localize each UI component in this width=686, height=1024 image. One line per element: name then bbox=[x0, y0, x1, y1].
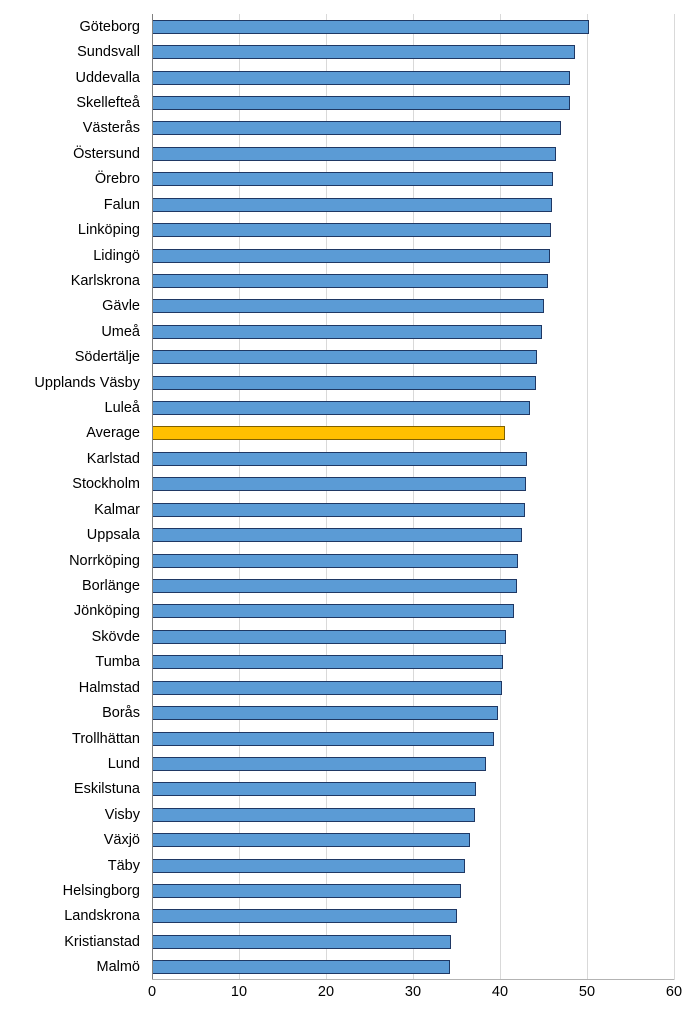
x-tick-label: 10 bbox=[230, 984, 248, 1000]
bar bbox=[152, 782, 476, 796]
bar bbox=[152, 579, 517, 593]
y-axis-line bbox=[152, 14, 153, 980]
x-tick-label: 0 bbox=[147, 984, 157, 1000]
bar bbox=[152, 503, 525, 517]
bar bbox=[152, 859, 465, 873]
bar bbox=[152, 350, 537, 364]
bar-row bbox=[152, 65, 674, 90]
category-label: Uppsala bbox=[86, 527, 140, 544]
x-axis-line bbox=[152, 979, 674, 980]
category-label: Average bbox=[86, 425, 140, 442]
bar-row bbox=[152, 777, 674, 802]
category-label: Luleå bbox=[104, 400, 140, 417]
bar-row bbox=[152, 548, 674, 573]
category-label: Linköping bbox=[77, 222, 140, 239]
x-tick-label: 50 bbox=[578, 984, 596, 1000]
category-label: Kristianstad bbox=[64, 933, 140, 950]
bar-row bbox=[152, 828, 674, 853]
bar-row bbox=[152, 268, 674, 293]
bar bbox=[152, 299, 544, 313]
bar-row bbox=[152, 421, 674, 446]
category-label: Borlänge bbox=[81, 577, 140, 594]
category-label: Östersund bbox=[73, 145, 140, 162]
bar bbox=[152, 960, 450, 974]
category-label: Borås bbox=[102, 705, 140, 722]
bar bbox=[152, 172, 553, 186]
category-label: Tumba bbox=[95, 654, 140, 671]
bar-row bbox=[152, 116, 674, 141]
category-label: Södertälje bbox=[74, 349, 140, 366]
bar bbox=[152, 706, 498, 720]
bar bbox=[152, 554, 518, 568]
category-label: Skövde bbox=[91, 628, 140, 645]
category-label: Uddevalla bbox=[75, 69, 140, 86]
category-label: Kalmar bbox=[94, 501, 140, 518]
bar bbox=[152, 249, 550, 263]
bar bbox=[152, 223, 551, 237]
bar bbox=[152, 325, 542, 339]
gridline bbox=[674, 14, 675, 980]
bar-row bbox=[152, 39, 674, 64]
category-label: Eskilstuna bbox=[73, 781, 140, 798]
bar bbox=[152, 20, 589, 34]
category-label: Visby bbox=[104, 806, 140, 823]
category-label: Karlskrona bbox=[70, 272, 140, 289]
category-label: Helsingborg bbox=[62, 883, 140, 900]
category-label: Malmö bbox=[96, 959, 140, 976]
bar-row bbox=[152, 624, 674, 649]
bar bbox=[152, 401, 530, 415]
category-label: Stockholm bbox=[72, 476, 140, 493]
bar bbox=[152, 681, 502, 695]
bar-row bbox=[152, 650, 674, 675]
bar bbox=[152, 198, 552, 212]
bar-row bbox=[152, 802, 674, 827]
category-label: Norrköping bbox=[69, 552, 140, 569]
bar-row bbox=[152, 522, 674, 547]
bar bbox=[152, 45, 575, 59]
bar-row bbox=[152, 726, 674, 751]
category-label: Landskrona bbox=[64, 908, 140, 925]
bar bbox=[152, 808, 475, 822]
bar-row bbox=[152, 243, 674, 268]
bar bbox=[152, 477, 526, 491]
value-axis-labels bbox=[147, 984, 683, 1008]
bar-row bbox=[152, 853, 674, 878]
bar-row bbox=[152, 878, 674, 903]
category-label: Västerås bbox=[82, 120, 140, 137]
bar-row bbox=[152, 599, 674, 624]
bar bbox=[152, 833, 470, 847]
bar-row bbox=[152, 904, 674, 929]
bar-row bbox=[152, 294, 674, 319]
bar-row bbox=[152, 90, 674, 115]
bar-row bbox=[152, 573, 674, 598]
bar bbox=[152, 884, 461, 898]
category-label: Trollhättan bbox=[72, 730, 140, 747]
category-label: Gävle bbox=[102, 298, 140, 315]
category-label: Växjö bbox=[103, 832, 140, 849]
bars-container bbox=[152, 14, 674, 980]
bar-row bbox=[152, 751, 674, 776]
category-label: Jönköping bbox=[73, 603, 140, 620]
bar bbox=[152, 96, 570, 110]
category-label: Göteborg bbox=[79, 18, 140, 35]
x-tick-label: 30 bbox=[404, 984, 422, 1000]
bar-row bbox=[152, 167, 674, 192]
bar-row bbox=[152, 929, 674, 954]
bar-row bbox=[152, 955, 674, 980]
plot-area bbox=[152, 14, 674, 980]
category-label: Umeå bbox=[101, 323, 140, 340]
category-label: Halmstad bbox=[78, 679, 140, 696]
bar bbox=[152, 121, 561, 135]
bar-row bbox=[152, 700, 674, 725]
bar-row bbox=[152, 472, 674, 497]
bar-row bbox=[152, 497, 674, 522]
category-axis-labels bbox=[0, 14, 146, 980]
category-label: Upplands Väsby bbox=[34, 374, 140, 391]
bar-row bbox=[152, 319, 674, 344]
category-label: Lund bbox=[107, 755, 140, 772]
bar-row bbox=[152, 675, 674, 700]
category-label: Sundsvall bbox=[77, 44, 140, 61]
bar bbox=[152, 452, 527, 466]
category-label: Lidingö bbox=[93, 247, 140, 264]
bar-row bbox=[152, 446, 674, 471]
category-label: Täby bbox=[107, 857, 140, 874]
x-tick-label: 40 bbox=[491, 984, 509, 1000]
category-label: Falun bbox=[103, 196, 140, 213]
bar bbox=[152, 909, 457, 923]
bar-row bbox=[152, 217, 674, 242]
bar bbox=[152, 732, 494, 746]
bar bbox=[152, 528, 522, 542]
bar-row bbox=[152, 141, 674, 166]
bar bbox=[152, 604, 514, 618]
bar bbox=[152, 147, 556, 161]
bar-row bbox=[152, 395, 674, 420]
bar bbox=[152, 376, 536, 390]
bar bbox=[152, 757, 486, 771]
x-tick-label: 20 bbox=[317, 984, 335, 1000]
category-label: Skellefteå bbox=[76, 94, 140, 111]
bar-average bbox=[152, 426, 505, 440]
bar bbox=[152, 630, 506, 644]
bar-row bbox=[152, 344, 674, 369]
bar bbox=[152, 655, 503, 669]
bar bbox=[152, 274, 548, 288]
bar bbox=[152, 71, 570, 85]
bar-row bbox=[152, 370, 674, 395]
bar bbox=[152, 935, 451, 949]
x-tick-label: 60 bbox=[665, 984, 683, 1000]
category-label: Karlstad bbox=[86, 450, 140, 467]
bar-row bbox=[152, 192, 674, 217]
category-label: Örebro bbox=[94, 171, 140, 188]
bar-row bbox=[152, 14, 674, 39]
